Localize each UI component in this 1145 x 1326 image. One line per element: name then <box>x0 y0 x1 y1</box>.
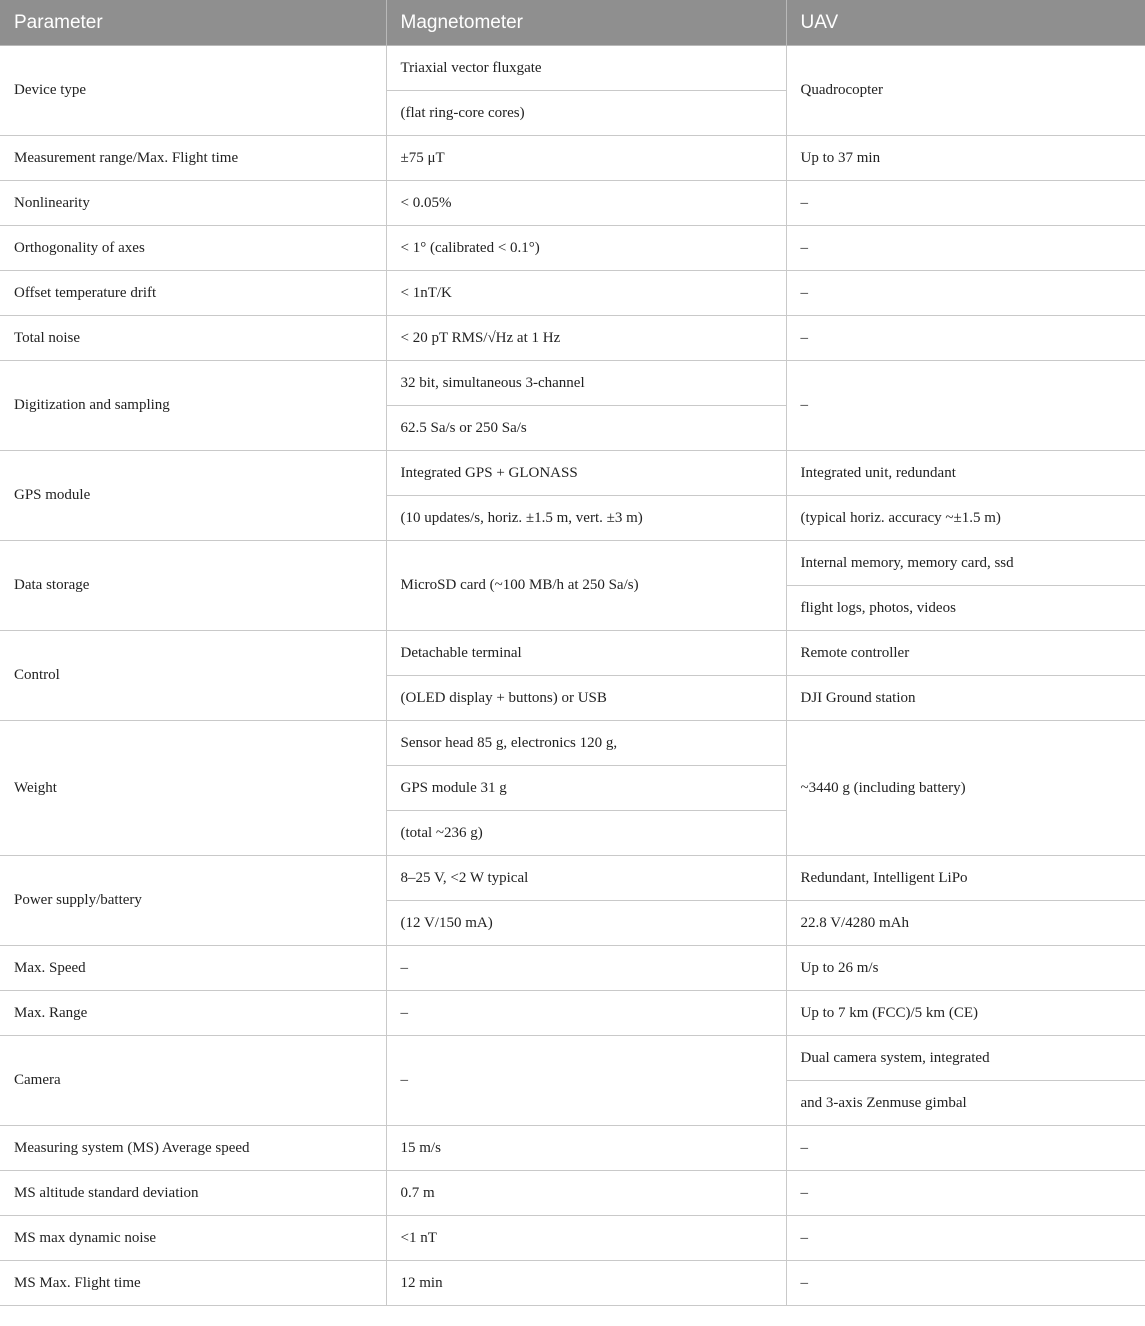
uav-cell: 22.8 V/4280 mAh <box>786 901 1145 946</box>
parameter-cell: MS max dynamic noise <box>0 1216 386 1261</box>
magnetometer-cell: GPS module 31 g <box>386 766 786 811</box>
uav-cell: DJI Ground station <box>786 676 1145 721</box>
uav-cell: Dual camera system, integrated <box>786 1036 1145 1081</box>
parameter-cell: Max. Speed <box>0 946 386 991</box>
parameter-cell: Control <box>0 631 386 721</box>
uav-cell: flight logs, photos, videos <box>786 586 1145 631</box>
magnetometer-cell: < 1nT/K <box>386 271 786 316</box>
uav-cell: Up to 37 min <box>786 136 1145 181</box>
table-row <box>0 1036 1145 1081</box>
table-row <box>0 856 1145 901</box>
magnetometer-cell: <1 nT <box>386 1216 786 1261</box>
uav-cell: Up to 7 km (FCC)/5 km (CE) <box>786 991 1145 1036</box>
uav-cell: – <box>786 226 1145 271</box>
table-row <box>0 136 1145 181</box>
uav-cell: – <box>786 1126 1145 1171</box>
magnetometer-cell: (flat ring-core cores) <box>386 91 786 136</box>
parameter-cell: Total noise <box>0 316 386 361</box>
table-row <box>0 181 1145 226</box>
table-row <box>0 1171 1145 1216</box>
table-row <box>0 451 1145 496</box>
magnetometer-cell: Integrated GPS + GLONASS <box>386 451 786 496</box>
magnetometer-cell: 62.5 Sa/s or 250 Sa/s <box>386 406 786 451</box>
magnetometer-cell: 15 m/s <box>386 1126 786 1171</box>
table-row <box>0 946 1145 991</box>
magnetometer-cell: ±75 μT <box>386 136 786 181</box>
header-row <box>0 0 1145 46</box>
uav-cell: Integrated unit, redundant <box>786 451 1145 496</box>
parameter-cell: Orthogonality of axes <box>0 226 386 271</box>
parameter-cell: Power supply/battery <box>0 856 386 946</box>
header-parameter: Parameter <box>0 0 386 46</box>
parameter-cell: Data storage <box>0 541 386 631</box>
magnetometer-cell: (10 updates/s, horiz. ±1.5 m, vert. ±3 m) <box>386 496 786 541</box>
parameter-cell: MS altitude standard deviation <box>0 1171 386 1216</box>
magnetometer-cell: 0.7 m <box>386 1171 786 1216</box>
uav-cell: Internal memory, memory card, ssd <box>786 541 1145 586</box>
magnetometer-cell: 12 min <box>386 1261 786 1306</box>
parameter-cell: Digitization and sampling <box>0 361 386 451</box>
magnetometer-cell: MicroSD card (~100 MB/h at 250 Sa/s) <box>386 541 786 631</box>
uav-cell: Up to 26 m/s <box>786 946 1145 991</box>
parameter-cell: Camera <box>0 1036 386 1126</box>
parameter-cell: Max. Range <box>0 991 386 1036</box>
parameter-cell: MS Max. Flight time <box>0 1261 386 1306</box>
uav-cell: ~3440 g (including battery) <box>786 721 1145 856</box>
table-row <box>0 541 1145 586</box>
table-row <box>0 361 1145 406</box>
uav-cell: – <box>786 1216 1145 1261</box>
magnetometer-cell: < 0.05% <box>386 181 786 226</box>
table-row <box>0 316 1145 361</box>
table-body <box>0 46 1145 1306</box>
parameter-cell: Measurement range/Max. Flight time <box>0 136 386 181</box>
uav-cell: – <box>786 316 1145 361</box>
magnetometer-cell: – <box>386 1036 786 1126</box>
magnetometer-cell: < 1° (calibrated < 0.1°) <box>386 226 786 271</box>
parameter-cell: Weight <box>0 721 386 856</box>
magnetometer-cell: Triaxial vector fluxgate <box>386 46 786 91</box>
table-row <box>0 46 1145 91</box>
magnetometer-cell: – <box>386 946 786 991</box>
table-row <box>0 271 1145 316</box>
uav-cell: – <box>786 1171 1145 1216</box>
uav-cell: – <box>786 1261 1145 1306</box>
table-row <box>0 721 1145 766</box>
header-uav: UAV <box>786 0 1145 46</box>
uav-cell: – <box>786 271 1145 316</box>
magnetometer-cell: (total ~236 g) <box>386 811 786 856</box>
table-row <box>0 226 1145 271</box>
uav-cell: – <box>786 181 1145 226</box>
magnetometer-cell: (OLED display + buttons) or USB <box>386 676 786 721</box>
table-row <box>0 991 1145 1036</box>
table-row <box>0 631 1145 676</box>
uav-cell: Redundant, Intelligent LiPo <box>786 856 1145 901</box>
parameter-cell: Offset temperature drift <box>0 271 386 316</box>
header-magnetometer: Magnetometer <box>386 0 786 46</box>
parameter-cell: Nonlinearity <box>0 181 386 226</box>
table-row <box>0 1216 1145 1261</box>
magnetometer-cell: – <box>386 991 786 1036</box>
uav-cell: Remote controller <box>786 631 1145 676</box>
magnetometer-cell: Sensor head 85 g, electronics 120 g, <box>386 721 786 766</box>
uav-cell: – <box>786 361 1145 451</box>
parameter-cell: GPS module <box>0 451 386 541</box>
uav-cell: (typical horiz. accuracy ~±1.5 m) <box>786 496 1145 541</box>
magnetometer-cell: Detachable terminal <box>386 631 786 676</box>
magnetometer-cell: (12 V/150 mA) <box>386 901 786 946</box>
table-header <box>0 0 1145 46</box>
magnetometer-cell: 32 bit, simultaneous 3-channel <box>386 361 786 406</box>
parameter-cell: Device type <box>0 46 386 136</box>
table-row <box>0 1126 1145 1171</box>
magnetometer-cell: 8–25 V, <2 W typical <box>386 856 786 901</box>
parameter-cell: Measuring system (MS) Average speed <box>0 1126 386 1171</box>
magnetometer-cell: < 20 pT RMS/√Hz at 1 Hz <box>386 316 786 361</box>
uav-cell: Quadrocopter <box>786 46 1145 136</box>
uav-cell: and 3-axis Zenmuse gimbal <box>786 1081 1145 1126</box>
table-row <box>0 1261 1145 1306</box>
